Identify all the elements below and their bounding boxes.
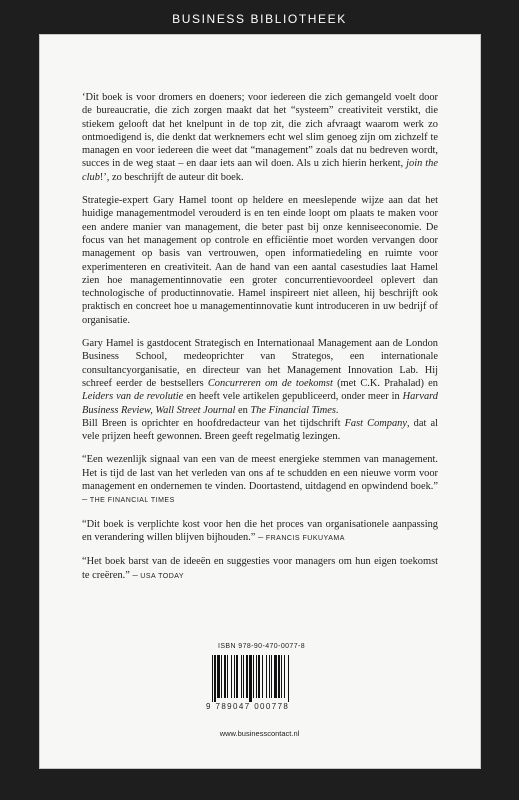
barcode-bar [262, 655, 263, 698]
author-bio-breen: Bill Breen is oprichter en hoofdredacteur van het tijdschrift Fast Company, dat al vele prijzen heeft gewonnen. Breen geeft regelmatig lezingen. [82, 417, 438, 443]
review-source: FRANCIS FUKUYAMA [265, 534, 345, 542]
barcode-bar [288, 655, 289, 702]
barcode-bar [246, 655, 248, 698]
barcode-image [210, 655, 314, 702]
barcode-bar [214, 655, 216, 702]
barcode-bar [236, 655, 238, 698]
barcode-bar [249, 655, 252, 702]
barcode-bar [274, 655, 277, 698]
barcode-bar [253, 655, 254, 698]
author-bio-hamel: Gary Hamel is gastdocent Strategisch en Internationaal Management aan de London Business School, medeoprichter van Strategos, een internationale consultancyorganisatie, en directeur van het Management Innovation Lab. Hij schreef eerder de bestsellers Concurreren om de toekomst (met C.K. Prahalad) en Leiders van de revolutie en heeft vele artikelen gepubliceerd, onder meer in Harvard Business Review, Wall Street Journal en The Financial Times. [82, 338, 438, 416]
intro-quote: ‘Dit boek is voor dromers en doeners; voor iedereen die zich gemangeld voelt door de bureaucratie, die zich zorgen maakt dat het “systeem” creativiteit verstikt, die stiekem gelooft dat het knelpunt in de top zit, die zich afvraagt waarom werk zo ontmoedigend is, die denkt dat werknemers echt wel slim genoeg zijn om zichzelf te managen en voor iedereen die weet dat “management” zoals dat nu bedreven wordt, succes in de weg staat – en daar iets aan wil doen. Als u zich hierin herkent, join the club!’, zo beschrijft de auteur dit boek. [82, 92, 438, 183]
review-quote: “Het boek barst van de ideeën en suggesties voor managers om hun eigen toekomst te creëren.” – USA TODAY [82, 556, 438, 581]
barcode-number: 9 789047 000778 [206, 702, 290, 711]
barcode-bar [278, 655, 280, 698]
barcode-bar [269, 655, 270, 698]
series-title: BUSINESS BIBLIOTHEEK [172, 12, 347, 26]
barcode-bar [271, 655, 272, 698]
barcode-bar [241, 655, 242, 698]
review-quote: “Dit boek is verplichte kost voor hen die het proces van organisationele aanpassing en verandering willen blijven bijhouden.” – FRANCIS FUKUYAMA [82, 518, 438, 543]
barcode-bar [221, 655, 222, 698]
barcode-bar [227, 655, 228, 698]
review-source: THE FINANCIAL TIMES [89, 497, 175, 505]
barcode-bar [224, 655, 226, 698]
website-url: www.businesscontact.nl [219, 729, 300, 738]
barcode-bar [243, 655, 244, 698]
barcode-bar [284, 655, 285, 698]
barcode-bar [231, 655, 232, 698]
description: Strategie-expert Gary Hamel toont op heldere en meeslepende wijze aan dat het huidige managementmodel verouderd is en ten einde loopt om plaats te maken voor een andere manier van management, die beter past bij onze kennisеeconomie. De focus van het management op controle en efficiëntie moet worden vervangen door management op basis van vertrouwen, open informatiedeling en ruimte voor experimenteren en creativiteit. Aan de hand van een aantal casestudies laat Hamel zien hoe managementinnovatie een groter concurrentievoordeel oplevert dan technologische of productinnovatie. Hamel inspireert niet alleen, hij beschrijft ook praktisch en concreet hoe u managementinnovatie kunt introduceren in uw bedrijf of organisatie. [82, 195, 438, 326]
barcode-bar [281, 655, 282, 698]
blurb [82, 91, 438, 593]
barcode-bar [266, 655, 267, 698]
barcode-bar [258, 655, 260, 698]
review-source: USA TODAY [140, 572, 185, 580]
barcode-bar [212, 655, 213, 702]
review-quote: “Een wezenlijk signaal van een van de meest energieke stemmen van management. Het is tijd de last van het verleden van ons af te schudden en een nieuwe vorm voor management en ondernemen te vinden. Doortastend, uitdagend en opwindend boek.” – THE FINANCIAL TIMES [82, 454, 438, 506]
barcode-bar [217, 655, 220, 698]
isbn-label: ISBN 978-90-470-0077-8 [218, 643, 306, 650]
barcode-bar [256, 655, 257, 698]
barcode-bar [234, 655, 235, 698]
